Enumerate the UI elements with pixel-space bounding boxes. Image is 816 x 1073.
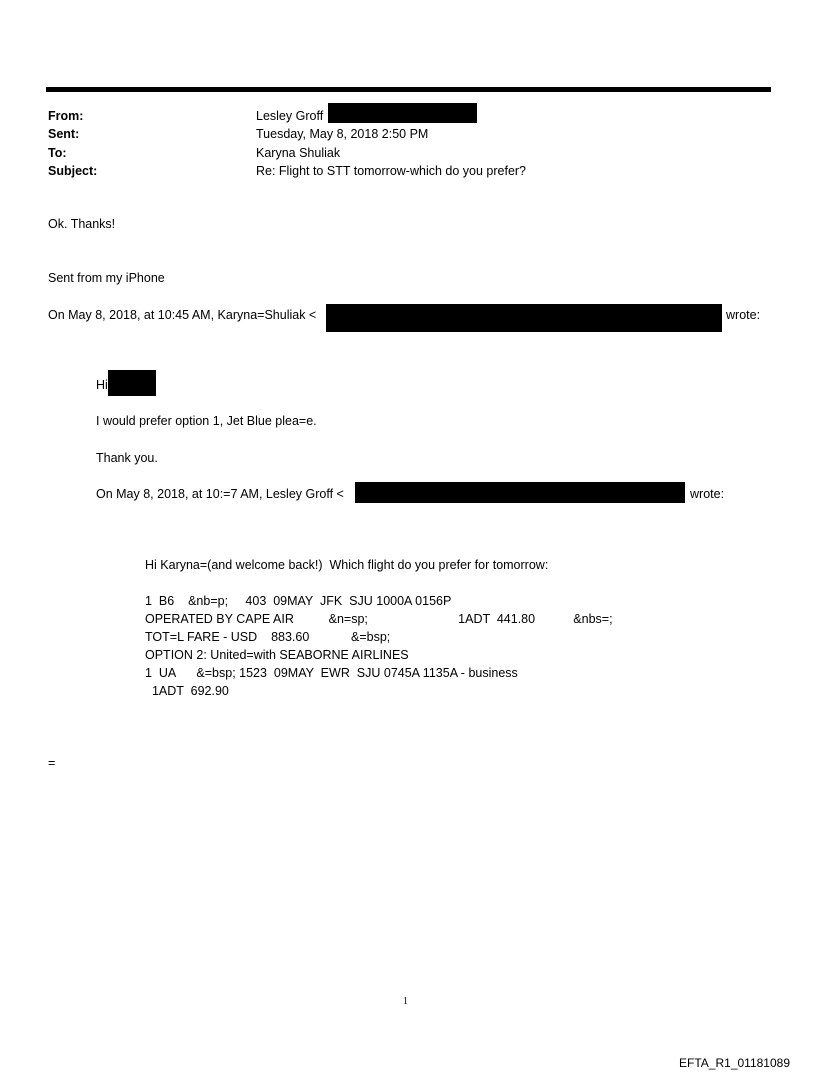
redaction-box [326, 304, 722, 332]
reply-quote-intro: On May 8, 2018, at 10:45 AM, Karyna=Shuliak < [48, 308, 317, 322]
quoted-greeting: Hi [96, 378, 108, 392]
quoted-line: Thank you. [96, 451, 158, 465]
redaction-box [355, 482, 685, 503]
sent-value: Tuesday, May 8, 2018 2:50 PM [256, 127, 429, 141]
subject-label: Subject: [48, 164, 98, 178]
redaction-box [108, 370, 156, 396]
from-value: Lesley Groff [256, 109, 324, 123]
subject-value: Re: Flight to STT tomorrow-which do you prefer? [256, 164, 527, 178]
flight-line: OPTION 2: United=with SEABORNE AIRLINES [145, 648, 409, 662]
redaction-box [328, 103, 477, 123]
from-label: From: [48, 109, 84, 123]
page-number: 1 [403, 996, 408, 1007]
quoted-line: I would prefer option 1, Jet Blue plea=e. [96, 414, 317, 428]
header-divider [46, 87, 771, 92]
flight-line: 1ADT 692.90 [145, 684, 229, 698]
document-id: EFTA_R1_01181089 [679, 1056, 790, 1070]
sent-label: Sent: [48, 127, 80, 141]
flight-line: 1 UA &=bsp; 1523 09MAY EWR SJU 0745A 1135A - business [145, 666, 518, 680]
flight-line: 1 B6 &nb=p; 403 09MAY JFK SJU 1000A 0156P [145, 594, 452, 608]
reply-signature: Sent from my iPhone [48, 271, 165, 285]
quoted-quote-wrote: wrote: [690, 487, 725, 501]
flight-greeting: Hi Karyna=(and welcome back!) Which flight do you prefer for tomorrow: [145, 558, 549, 572]
flight-line: OPERATED BY CAPE AIR &n=sp; 1ADT 441.80 &nbs=; [145, 612, 613, 626]
flight-line: TOT=L FARE - USD 883.60 &=bsp; [145, 630, 391, 644]
to-label: To: [48, 146, 67, 160]
quoted-quote-intro: On May 8, 2018, at 10:=7 AM, Lesley Groff < [96, 487, 344, 501]
to-value: Karyna Shuliak [256, 146, 341, 160]
reply-body: Ok. Thanks! [48, 217, 116, 231]
trailing-char: = [48, 756, 56, 770]
reply-quote-wrote: wrote: [726, 308, 761, 322]
